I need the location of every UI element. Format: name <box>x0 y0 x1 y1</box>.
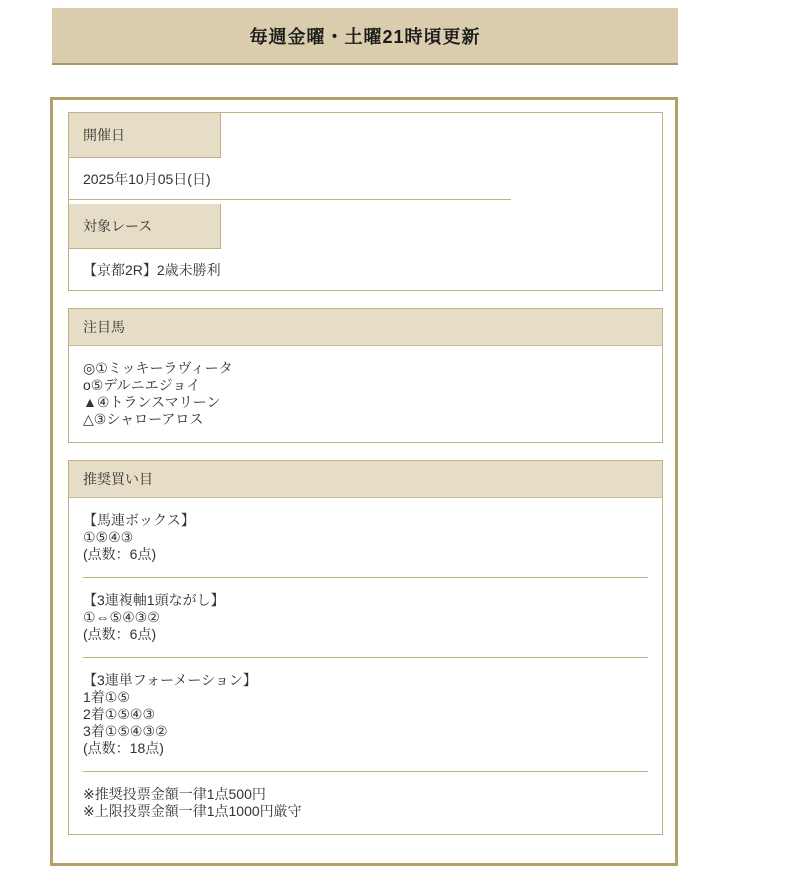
horse-item <box>83 394 648 411</box>
bet-group-sanrenpuku-nagashi <box>83 592 648 643</box>
betting-notes <box>83 786 648 820</box>
horse-item <box>83 377 648 394</box>
horse-mark: △ <box>83 411 94 427</box>
update-schedule-text: 毎週金曜・土曜21時頃更新 <box>249 26 481 47</box>
bet-divider <box>83 577 648 578</box>
date-row-divider <box>69 199 511 200</box>
recommended-bets-section <box>68 460 663 835</box>
bet-divider <box>83 771 648 772</box>
bet-combination: 1着①⑤ <box>83 689 130 705</box>
bet-points: (点数：6点) <box>83 626 157 642</box>
race-value: 【京都2R】2歳未勝利 <box>83 261 221 278</box>
bet-combination: 3着①⑤④③② <box>83 723 168 739</box>
race-tips-panel <box>50 97 678 866</box>
date-label: 開催日 <box>83 127 125 143</box>
horse-name: トランスマリーン <box>109 394 221 410</box>
bet-combination: ①⑤④③ <box>83 529 134 545</box>
race-header-cell <box>69 204 221 249</box>
recommended-bets-body <box>69 498 662 834</box>
horse-mark: ▲ <box>83 394 97 410</box>
date-value: 2025年10月05日(日) <box>83 170 211 187</box>
bet-type-label: 【3連単フォーメーション】 <box>83 672 257 688</box>
race-value-cell <box>69 249 662 290</box>
bet-group-umaren-box <box>83 512 648 563</box>
horse-number: ⑤ <box>90 377 104 393</box>
horse-mark: ◎ <box>83 360 96 376</box>
bet-group-sanrentan-formation <box>83 672 648 757</box>
bet-type-label: 【3連複軸1頭ながし】 <box>83 592 225 608</box>
horse-number: ④ <box>96 394 110 410</box>
horse-name: シャローアロス <box>106 411 204 427</box>
horse-item <box>83 411 648 428</box>
bet-points: (点数：6点) <box>83 546 157 562</box>
horse-number: ③ <box>93 411 107 427</box>
horse-name: ミッキーラヴィータ <box>107 360 233 376</box>
featured-horses-header <box>69 309 662 346</box>
bet-divider <box>83 657 648 658</box>
note-line: ※上限投票金額一律1点1000円厳守 <box>83 803 302 819</box>
featured-horses-section <box>68 308 663 443</box>
recommended-bets-title: 推奨買い目 <box>83 471 153 487</box>
date-header-cell <box>69 113 221 158</box>
recommended-bets-header <box>69 461 662 498</box>
race-label: 対象レース <box>83 218 153 234</box>
note-line: ※推奨投票金額一律1点500円 <box>83 786 266 802</box>
horse-name: デルニエジョイ <box>103 377 201 393</box>
date-value-cell <box>69 158 662 199</box>
update-schedule-banner <box>52 8 678 65</box>
horse-number: ① <box>95 360 108 376</box>
horse-mark: o <box>83 377 91 393</box>
bet-type-label: 【馬連ボックス】 <box>83 512 195 528</box>
bet-combination: ①⇔⑤④③② <box>83 609 160 625</box>
horse-item <box>83 360 648 377</box>
race-info-table <box>68 112 663 291</box>
featured-horses-list <box>69 346 662 442</box>
bet-combination: 2着①⑤④③ <box>83 706 155 722</box>
featured-horses-title: 注目馬 <box>83 319 125 335</box>
bet-points: (点数：18点) <box>83 740 164 756</box>
